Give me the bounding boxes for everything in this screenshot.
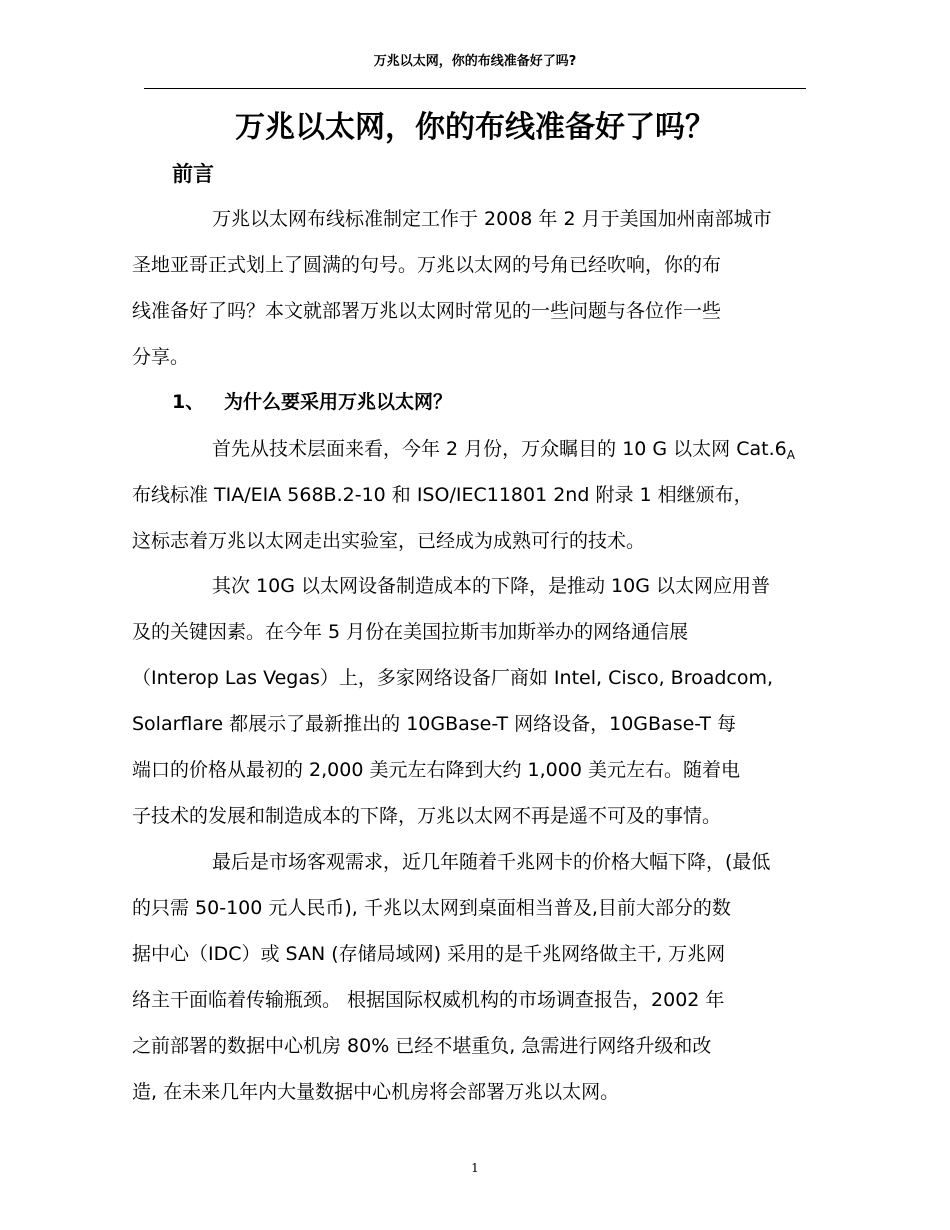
- text-line: 及的关键因素。在今年 5 月份在美国拉斯韦加斯举办的网络通信展: [132, 621, 689, 643]
- text-line: 这标志着万兆以太网走出实验室，已经成为成熟可行的技术。: [132, 530, 646, 552]
- section-number: 1、: [172, 391, 205, 413]
- running-header: 万兆以太网，你的布线准备好了吗?: [373, 54, 577, 69]
- section-1-paragraph-3: [132, 839, 812, 1115]
- text-line: 的只需 50-100 元人民币), 千兆以太网到桌面相当普及,目前大部分的数: [132, 897, 731, 919]
- section-1-paragraph-1: [132, 426, 812, 564]
- text-line: 分享。: [132, 346, 190, 368]
- text-line: 端口的价格从最初的 2,000 美元左右降到大约 1,000 美元左右。随着电: [132, 759, 740, 781]
- text-line: 布线标准 TIA/EIA 568B.2-10 和 ISO/IEC11801 2nd 附录 1 相继颁布，: [132, 484, 753, 506]
- text-line: 最后是市场客观需求，近几年随着千兆网卡的价格大幅下降，(最低: [212, 851, 771, 873]
- section-title: 为什么要采用万兆以太网？: [224, 391, 453, 413]
- preface-paragraph: [132, 196, 812, 380]
- text-line: 造, 在未来几年内大量数据中心机房将会部署万兆以太网。: [132, 1081, 620, 1103]
- text-segment: 首先从技术层面来看，今年 2 月份，万众瞩目的 10 G 以太网 Cat.6: [212, 438, 787, 460]
- preface-heading: 前言: [172, 162, 214, 186]
- text-line: 络主干面临着传输瓶颈。 根据国际权威机构的市场调查报告，2002 年: [132, 989, 725, 1011]
- text-line: 圣地亚哥正式划上了圆满的句号。万兆以太网的号角已经吹响，你的布: [132, 254, 722, 276]
- text-line: 其次 10G 以太网设备制造成本的下降，是推动 10G 以太网应用普: [212, 575, 770, 597]
- section-1-paragraph-2: [132, 563, 812, 839]
- document-title: 万兆以太网，你的布线准备好了吗？: [235, 110, 715, 145]
- text-line: 据中心（IDC）或 SAN (存储局域网) 采用的是千兆网络做主干, 万兆网: [132, 943, 726, 965]
- text-line: 线准备好了吗？本文就部署万兆以太网时常见的一些问题与各位作一些: [132, 300, 722, 322]
- header-divider: [144, 88, 806, 89]
- text-line: 万兆以太网布线标准制定工作于 2008 年 2 月于美国加州南部城市: [212, 208, 772, 230]
- page-number: 1: [471, 1161, 479, 1175]
- text-line: Solarflare 都展示了最新推出的 10GBase-T 网络设备，10GBase-T 每: [132, 713, 737, 735]
- subscript-text: A: [786, 448, 795, 462]
- text-line: 子技术的发展和制造成本的下降，万兆以太网不再是遥不可及的事情。: [132, 805, 722, 827]
- text-line: [172, 426, 812, 472]
- section-1-heading: [172, 386, 452, 418]
- text-line: 之前部署的数据中心机房 80% 已经不堪重负, 急需进行网络升级和改: [132, 1035, 712, 1057]
- text-line: （Interop Las Vegas）上，多家网络设备厂商如 Intel, Cisco, Broadcom,: [132, 667, 774, 689]
